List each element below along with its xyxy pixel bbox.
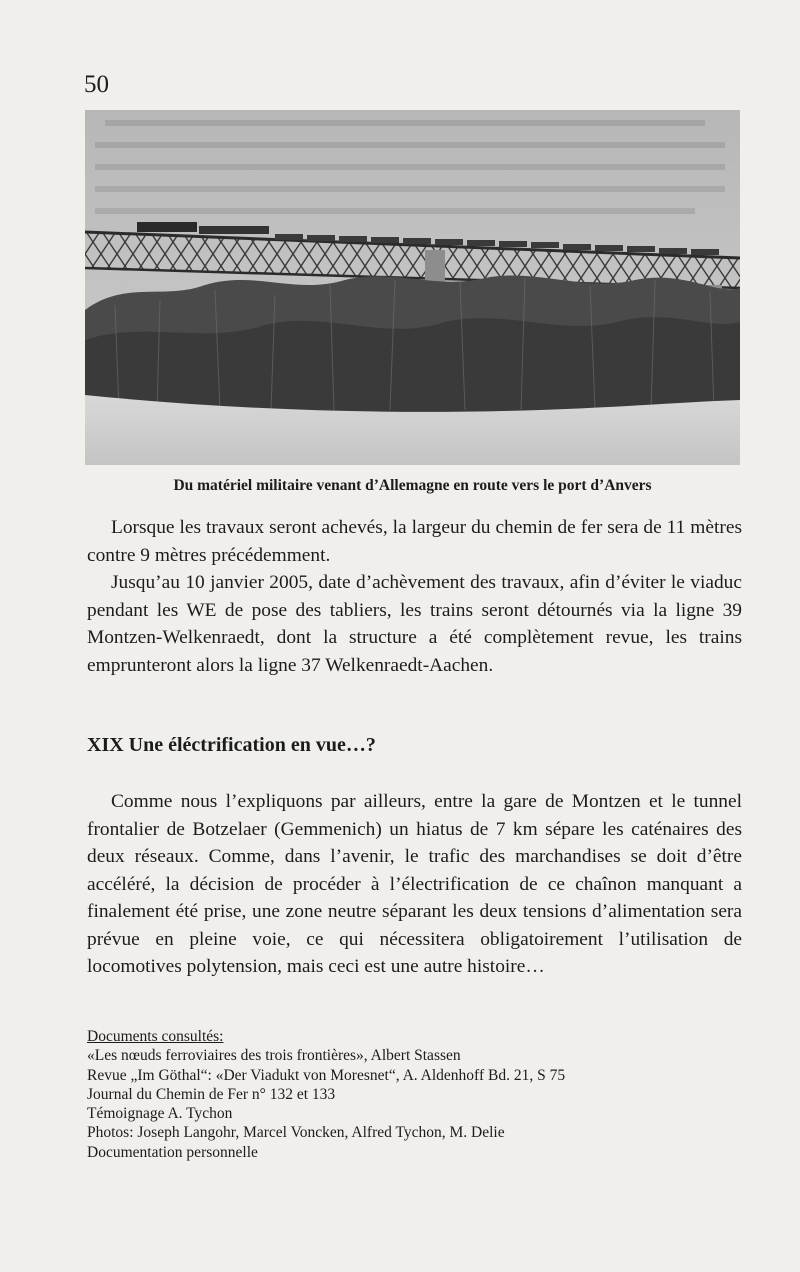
document-item: Témoignage A. Tychon	[87, 1105, 233, 1123]
documents-heading: Documents consultés:	[87, 1028, 224, 1045]
page-number: 50	[84, 71, 109, 98]
document-item: Revue „Im Göthal“: «Der Viadukt von Moresnet“, A. Aldenhoff Bd. 21, S 75	[87, 1066, 566, 1084]
document-item: Photos: Joseph Langohr, Marcel Voncken, Alfred Tychon, M. Delie	[87, 1124, 505, 1142]
document-item: Documentation personnelle	[87, 1143, 258, 1161]
viaduct-photo-image	[85, 110, 740, 465]
paragraph-width: Lorsque les travaux seront achevés, la largeur du chemin de fer sera de 11 mètres contre 9 mètres précédemment.	[87, 517, 742, 566]
paragraph-electrification: Comme nous l’expliquons par ailleurs, entre la gare de Montzen et le tunnel frontalier de Botzelaer (Gemmenich) un hiatus de 7 km sépare les caténaires des deux réseaux. Comme, dans l’avenir, le trafic des marchandises se doit d’être accéléré, la décision de procéder à l’électrification de ce chaînon manquant a finalement été prise, une zone neutre séparant les deux tensions d’alimentation sera prévue en pleine voie, ce qui nécessitera obligatoirement l’utilisation de locomotives polytension, mais ceci est une autre histoire…	[87, 791, 742, 977]
document-item: «Les nœuds ferroviaires des trois frontières», Albert Stassen	[87, 1047, 461, 1065]
viaduct-photo	[85, 110, 740, 465]
paragraph-detour: Jusqu’au 10 janvier 2005, date d’achèvement des travaux, afin d’éviter le viaduc pendant les WE de pose des tabliers, les trains seront détournés via la ligne 39 Montzen-Welkenraedt, dont la structure a été complètement revue, les trains emprunteront alors la ligne 37 Welkenraedt-Aachen.	[87, 572, 742, 676]
document-item: Journal du Chemin de Fer n° 132 et 133	[87, 1085, 336, 1103]
documents-list	[87, 1027, 742, 1162]
photo-caption: Du matériel militaire venant d’Allemagne en route vers le port d’Anvers	[173, 477, 652, 494]
section-heading: XIX Une éléctrification en vue…?	[87, 734, 376, 756]
